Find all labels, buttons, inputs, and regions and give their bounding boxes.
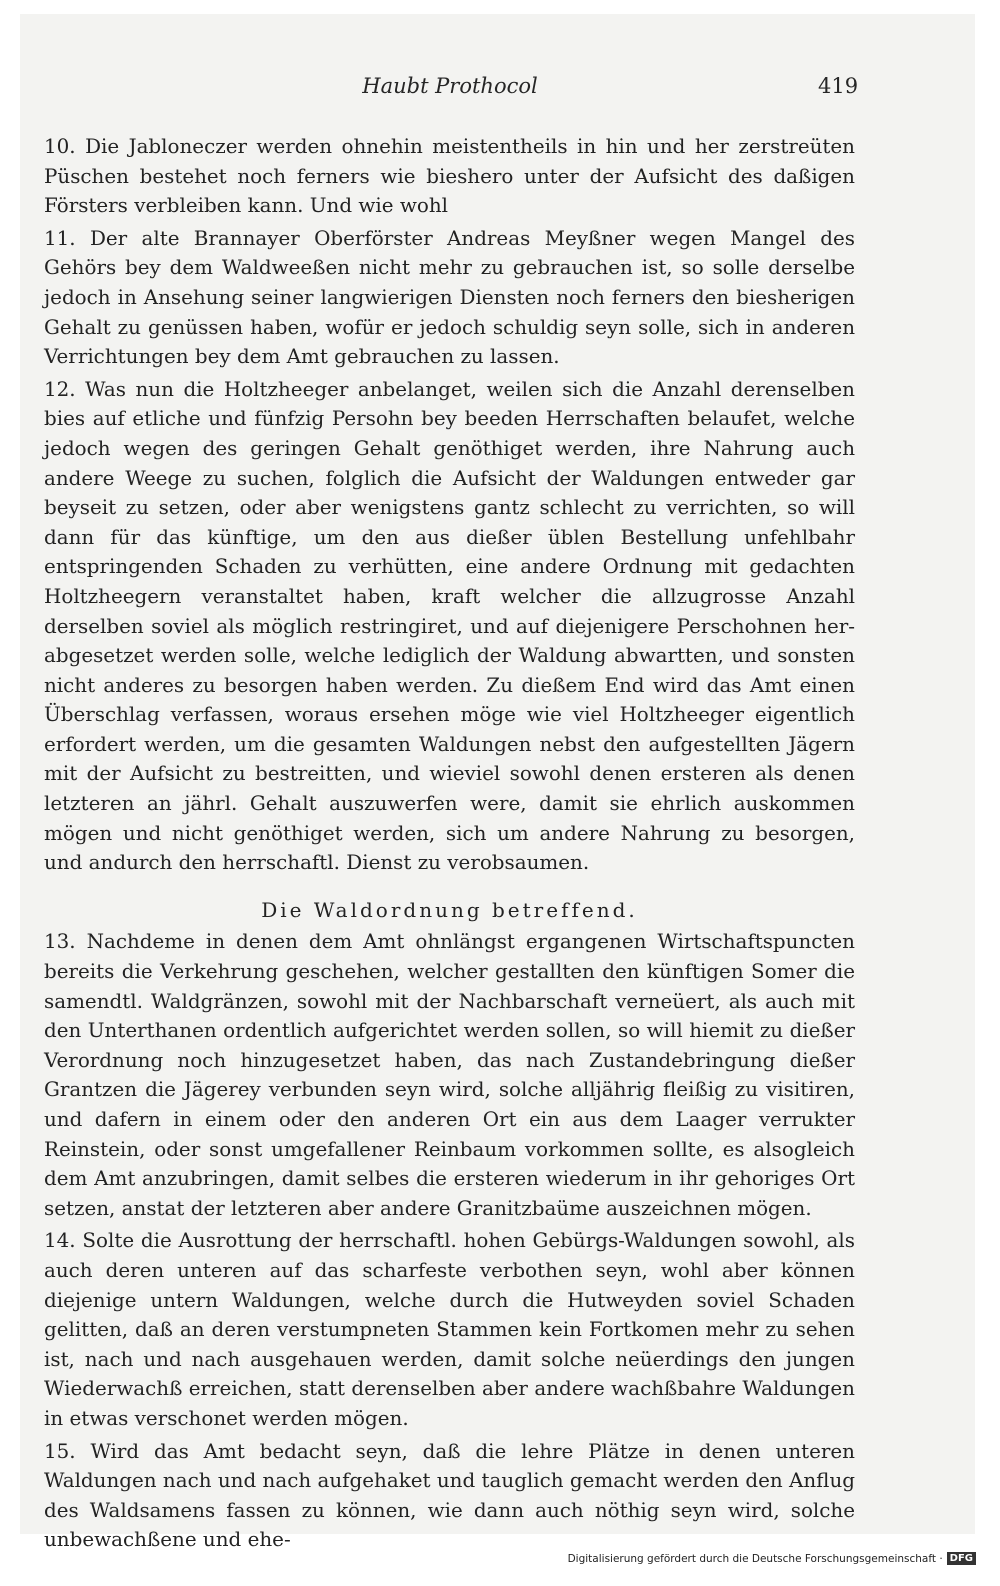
running-head: Haubt Prothocol bbox=[362, 74, 538, 98]
paragraph-12: 12. Was nun die Holtzheeger anbelanget, weilen sich die Anzahl derenselben bies auf etliche und fünfzig Persohn bey beeden Herrschaften belaufet, welche jedoch wegen des geringen Gehalt genöthiget werden, ihre Nahrung auch andere Weege zu suchen, folglich die Aufsicht der Waldungen entweder gar beyseit zu setzen, oder aber wenigstens gantz schlecht zu verrichten, so will dann für das künftige, um den aus dießer üblen Bestellung unfehlbahr entspringenden Schaden zu verhütten, eine andere Ordnung mit gedachten Holtzheegern veranstaltet haben, kraft welcher die allzugrosse Anzahl derselben soviel als möglich restringiret, und auf diejenigere Perschohnen herabgesetzet werden solle, welche lediglich der Waldung abwartten, und sonsten nicht anderes zu besorgen haben werden. Zu dießem End wird das Amt einen Überschlag verfassen, woraus ersehen möge wie viel Holtzheeger eigentlich erfordert werden, um die gesamten Waldungen nebst den aufgestellten Jägern mit der Aufsicht zu bestreitten, und wieviel sowohl denen ersteren als denen letzteren an jährl. Gehalt auszuwerfen were, damit sie ehrlich auskommen mögen und nicht genöthiget werden, sich um andere Nahrung zu besorgen, und andurch den herrschaftl. Dienst zu verobsaumen. bbox=[44, 377, 855, 875]
page-body bbox=[44, 132, 855, 1558]
page-number: 419 bbox=[818, 74, 859, 98]
paragraph-14: 14. Solte die Ausrottung der herrschaftl. hohen Gebürgs-Waldungen sowohl, als auch deren unteren auf das scharfeste verbothen seyn, wohl aber können diejenige untern Waldungen, welche durch die Hutweyden soviel Schaden gelitten, daß an deren verstumpneten Stammen kein Fortkomen mehr zu sehen ist, nach und nach ausgehauen werden, damit solche neüerdings den jungen Wiederwachß erreichen, statt derenselben aber andere wachßbahre Waldungen in etwas verschonet werden mögen. bbox=[44, 1229, 855, 1430]
paragraph-11: 11. Der alte Brannayer Oberförster Andreas Meyßner wegen Mangel des Gehörs bey dem Waldweeßen nicht mehr zu gebrauchen ist, so solle derselbe jedoch in Ansehung seiner langwierigen Diensten noch ferners den biesherigen Gehalt zu genüssen haben, wofür er jedoch schuldig seyn solle, sich in anderen Verrichtungen bey dem Amt gebrauchen zu lassen. bbox=[44, 226, 855, 369]
digitization-footer bbox=[568, 1552, 976, 1565]
page-header bbox=[0, 74, 1000, 110]
dfg-logo: DFG bbox=[947, 1552, 976, 1565]
section-heading: Die Waldordnung betreffend. bbox=[261, 897, 638, 922]
paragraph-15: 15. Wird das Amt bedacht seyn, daß die lehre Plätze in denen unteren Waldungen nach und nach aufgehaket und tauglich gemacht werden den Anflug des Waldsamens fassen zu können, wie dann auch nöthig seyn wird, solche unbewachßene und ehe- bbox=[44, 1439, 855, 1552]
footer-credit: Digitalisierung gefördert durch die Deutsche Forschungsgemeinschaft · bbox=[567, 1552, 943, 1565]
paragraph-10: 10. Die Jabloneczer werden ohnehin meistentheils in hin und her zerstreüten Püschen bestehet noch ferners wie bieshero unter der Aufsicht des daßigen Försters verbleiben kann. Und wie wohl bbox=[44, 135, 855, 218]
paragraph-13: 13. Nachdeme in denen dem Amt ohnlängst ergangenen Wirtschaftspuncten bereits die Verkehrung geschehen, welcher gestallten den künftigen Somer die samendtl. Waldgränzen, sowohl mit der Nachbarschaft verneüert, als auch mit den Unterthanen ordentlich aufgerichtet werden sollen, so will hiemit zu dießer Verordnung noch hinzugesetzet haben, das nach Zustandebringung dießer Grantzen die Jägerey verbunden seyn wird, solche alljährig fleißig zu visitiren, und dafern in einem oder den anderen Ort ein aus dem Laager verrukter Reinstein, oder sonst umgefallener Reinbaum vorkommen sollte, es alsogleich dem Amt anzubringen, damit selbes die ersteren wiederum in ihr gehoriges Ort setzen, anstat der letzteren aber andere Granitzbaüme auszeichnen mögen. bbox=[44, 930, 855, 1220]
